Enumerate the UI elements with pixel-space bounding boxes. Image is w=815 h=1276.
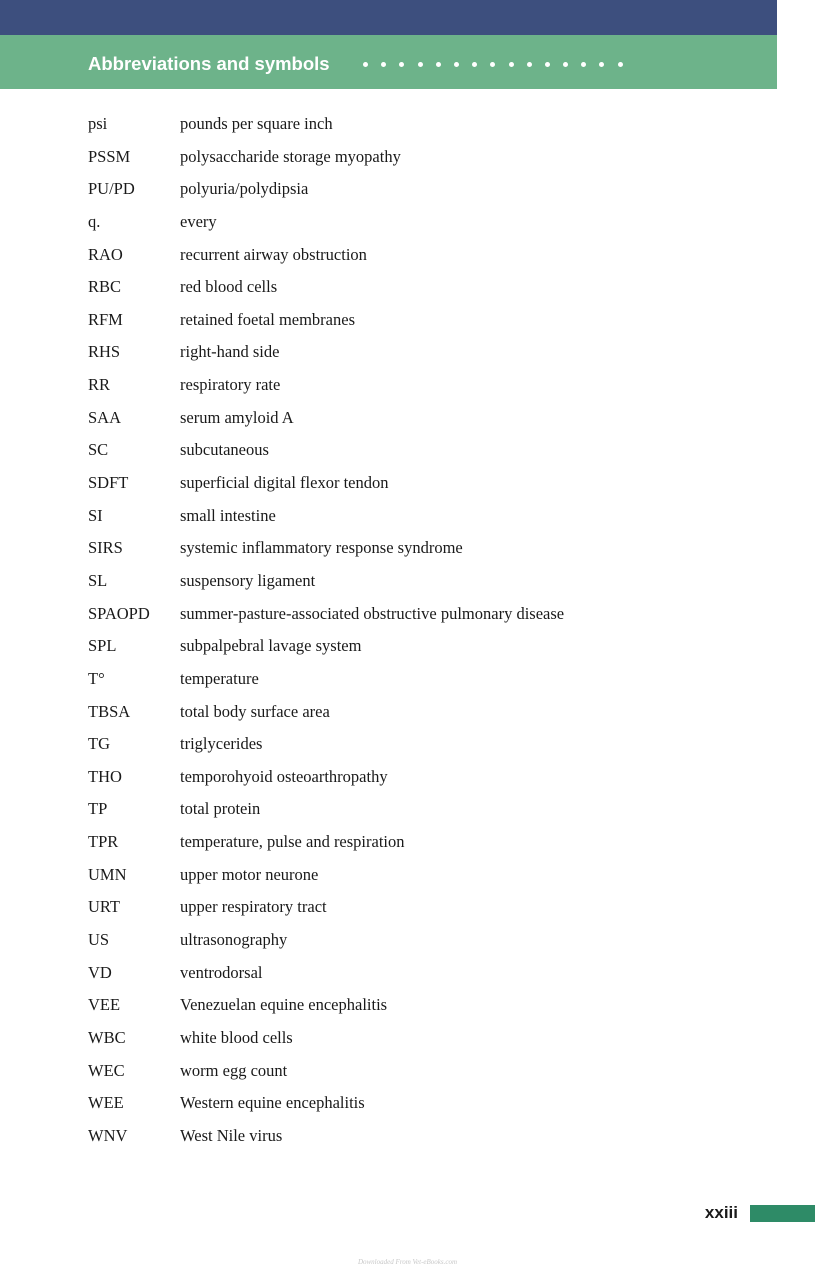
abbreviation-definition: ventrodorsal <box>180 962 263 982</box>
abbreviation-definition: serum amyloid A <box>180 407 294 427</box>
abbreviation-row <box>0 206 815 239</box>
abbreviation-row <box>0 663 815 696</box>
abbreviation-row <box>0 826 815 859</box>
abbreviation-definition: total body surface area <box>180 701 330 721</box>
abbreviation-definition: retained foetal membranes <box>180 309 355 329</box>
abbreviation-definition: small intestine <box>180 505 276 525</box>
abbreviation-term: TBSA <box>88 701 131 721</box>
abbreviation-row <box>0 108 815 141</box>
abbreviation-definition: West Nile virus <box>180 1125 283 1145</box>
abbreviation-term: SI <box>88 505 103 525</box>
header-dot <box>527 62 532 67</box>
abbreviation-term: RHS <box>88 342 121 362</box>
abbreviation-term: TPR <box>88 832 119 852</box>
abbreviation-term: WBC <box>88 1027 126 1047</box>
abbreviation-row <box>0 696 815 729</box>
abbreviation-definition: total protein <box>180 799 261 819</box>
abbreviation-row <box>0 859 815 892</box>
header-dot <box>363 62 368 67</box>
abbreviation-term: UMN <box>88 864 127 884</box>
header-dot <box>545 62 550 67</box>
abbreviation-row <box>0 891 815 924</box>
abbreviation-definition: recurrent airway obstruction <box>180 244 367 264</box>
page-tab-marker <box>750 1205 815 1222</box>
abbreviation-definition: suspensory ligament <box>180 570 316 590</box>
abbreviation-term: q. <box>88 211 101 231</box>
abbreviation-row <box>0 565 815 598</box>
abbreviation-term: VEE <box>88 995 121 1015</box>
abbreviation-definition: temperature, pulse and respiration <box>180 832 405 852</box>
watermark-text: Downloaded From Vet-eBooks.com <box>357 1258 458 1266</box>
abbreviation-term: URT <box>88 897 121 917</box>
abbreviation-term: RFM <box>88 309 123 329</box>
abbreviation-definition: upper respiratory tract <box>180 897 327 917</box>
abbreviation-term: SAA <box>88 407 122 427</box>
abbreviation-definition: Venezuelan equine encephalitis <box>180 995 388 1015</box>
abbreviation-definition: subcutaneous <box>180 440 269 460</box>
abbreviation-definition: every <box>180 211 217 231</box>
header-dot <box>381 62 386 67</box>
abbreviation-row <box>0 1120 815 1153</box>
abbreviation-row <box>0 141 815 174</box>
abbreviation-definition: temporohyoid osteoarthropathy <box>180 766 388 786</box>
abbreviation-definition: worm egg count <box>180 1060 288 1080</box>
abbreviation-definition: summer-pasture-associated obstructive pulmonary disease <box>180 603 565 623</box>
abbreviation-row <box>0 1022 815 1055</box>
abbreviation-row <box>0 239 815 272</box>
abbreviation-definition: ultrasonography <box>180 930 288 950</box>
abbreviation-definition: respiratory rate <box>180 375 281 395</box>
abbreviation-term: RBC <box>88 277 122 297</box>
abbreviation-term: PSSM <box>88 146 131 166</box>
abbreviation-definition: red blood cells <box>180 277 278 297</box>
header-dot-row <box>363 62 623 68</box>
abbreviation-row <box>0 761 815 794</box>
abbreviation-definition: temperature <box>180 668 259 688</box>
header-dot <box>618 62 623 67</box>
abbreviation-row <box>0 467 815 500</box>
abbreviation-term: TG <box>88 734 110 754</box>
abbreviation-row <box>0 304 815 337</box>
header-dot <box>399 62 404 67</box>
abbreviation-term: T° <box>88 668 105 688</box>
abbreviation-definition: polysaccharide storage myopathy <box>180 146 401 166</box>
abbreviation-term: RAO <box>88 244 123 264</box>
abbreviation-term: PU/PD <box>88 179 135 199</box>
abbreviation-definition: pounds per square inch <box>180 114 333 133</box>
abbreviation-row <box>0 173 815 206</box>
top-color-bar <box>0 0 777 35</box>
abbreviation-term: SL <box>88 570 108 590</box>
abbreviation-term: TP <box>88 799 108 819</box>
section-header <box>0 35 777 89</box>
abbreviation-term: RR <box>88 375 111 395</box>
header-dot <box>454 62 459 67</box>
header-dot <box>581 62 586 67</box>
abbreviation-term: WEE <box>88 1093 124 1113</box>
header-dot <box>563 62 568 67</box>
abbreviation-definition: systemic inflammatory response syndrome <box>180 538 463 558</box>
page-number: xxiii <box>704 1203 738 1222</box>
abbreviation-row <box>0 369 815 402</box>
abbreviation-row <box>0 728 815 761</box>
abbreviation-definition: white blood cells <box>180 1027 293 1047</box>
abbreviation-row <box>0 957 815 990</box>
header-dot <box>418 62 423 67</box>
abbreviation-row <box>0 1087 815 1120</box>
abbreviation-term: WNV <box>88 1125 128 1145</box>
abbreviation-row <box>0 793 815 826</box>
abbreviation-term: SPAOPD <box>88 603 150 623</box>
abbreviation-term: THO <box>88 766 122 786</box>
abbreviation-term: SPL <box>88 636 117 656</box>
abbreviation-term: SC <box>88 440 109 460</box>
abbreviation-row <box>0 532 815 565</box>
header-dot <box>472 62 477 67</box>
abbreviation-term: psi <box>88 114 108 133</box>
section-title: Abbreviations and symbols <box>88 53 330 74</box>
abbreviation-definition: subpalpebral lavage system <box>180 636 362 656</box>
abbreviation-row <box>0 271 815 304</box>
header-dot <box>509 62 514 67</box>
abbreviation-definition: upper motor neurone <box>180 864 319 884</box>
abbreviation-row <box>0 336 815 369</box>
abbreviation-row <box>0 500 815 533</box>
header-dot <box>436 62 441 67</box>
abbreviation-term: VD <box>88 962 112 982</box>
header-dot <box>490 62 495 67</box>
abbreviation-row <box>0 1055 815 1088</box>
abbreviation-definition: Western equine encephalitis <box>180 1093 365 1113</box>
header-dot <box>599 62 604 67</box>
abbreviation-row <box>0 434 815 467</box>
abbreviation-row <box>0 402 815 435</box>
abbreviation-term: WEC <box>88 1060 125 1080</box>
abbreviation-definition: polyuria/polydipsia <box>180 179 309 199</box>
abbreviation-row <box>0 989 815 1022</box>
abbreviation-row <box>0 630 815 663</box>
abbreviation-term: US <box>88 930 110 950</box>
abbreviation-definition: triglycerides <box>180 734 263 754</box>
abbreviation-row <box>0 598 815 631</box>
abbreviation-term: SIRS <box>88 538 123 558</box>
abbreviation-term: SDFT <box>88 473 129 493</box>
abbreviation-definition: superficial digital flexor tendon <box>180 473 389 493</box>
abbreviation-row <box>0 924 815 957</box>
abbreviation-definition: right-hand side <box>180 342 280 362</box>
abbreviation-list <box>0 108 815 1153</box>
